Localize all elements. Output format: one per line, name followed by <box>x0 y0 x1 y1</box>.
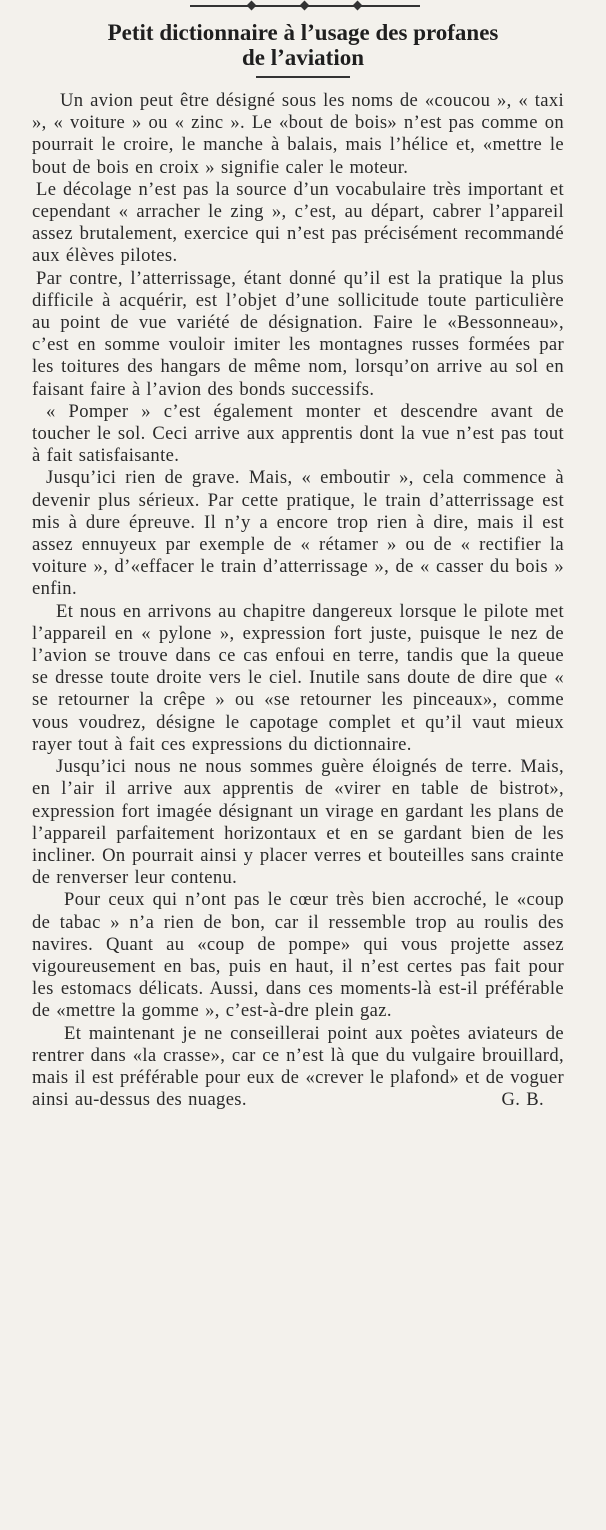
paragraph-pomper: « Pomper » c’est également monter et descendre avant de toucher le sol. Ceci arrive aux apprentis dont la vue n’est pas tout à fait satisfaisante. <box>32 400 564 467</box>
top-ornament-rule <box>190 2 420 10</box>
ornament-diamond-center <box>300 1 310 11</box>
article-title <box>0 20 606 70</box>
title-underline-rule <box>256 76 350 78</box>
ornament-diamond-right <box>353 1 363 11</box>
title-line-1: Petit dictionnaire à l’usage des profanes <box>107 20 499 45</box>
paragraph-decollage: Le décolage n’est pas la source d’un vocabulaire très important et cependant « arracher le zing », c’est, au départ, cabrer l’appareil assez brutalement, exercice qui n’est pas précisément recommandé aux élèves pilotes. <box>32 178 564 267</box>
paragraph-crasse <box>32 1023 564 1112</box>
paragraph-pylone: Et nous en arrivons au chapitre dangereux lorsque le pilote met l’appareil en « pylone », expression fort juste, puisque le nez de l’avion se trouve dans ce cas enfoui en terre, tandis que la queue se dresse toute droite vers le ciel. Inutile sans doute de dire que « se retourner la crêpe » ou «se retourner les pinceaux», comme vous voudrez, désigne le capotage complet et qu’il vaut mieux rayer tout à fait ces expressions du dictionnaire. <box>32 600 564 755</box>
ornament-diamond-left <box>247 1 257 11</box>
paragraph-atterrissage: Par contre, l’atterrissage, étant donné qu’il est la pratique la plus difficile à acquérir, est l’objet d’une sollicitude toute particulière au point de vue variété de désignation. Faire le «Bessonneau», c’est en somme vouloir imiter les montagnes russes formées par les toitures des hangars de même nom, lorsqu’on arrive au sol en faisant faire à l’avion des bonds successifs. <box>32 267 564 400</box>
paragraph-coup-de-tabac: Pour ceux qui n’ont pas le cœur très bien accroché, le «coup de tabac » n’a rien de bon, car il ressemble trop au roulis des navires. Quant au «coup de pompe» qui vous projette assez vigoureusement en bas, puis en haut, il n’est certes pas fait pour les estomacs délicats. Aussi, dans ces moments-là est-il préférable de «mettre la gomme », c’est-à-dre plein gaz. <box>32 889 564 1022</box>
article-body <box>32 90 564 1111</box>
paragraph-crasse-text: Et maintenant je ne conseillerai point aux poètes aviateurs de rentrer dans «la crasse», car ce n’est là que du vulgaire brouillard, mais il est préférable pour eux de «crever le plafond» et de voguer ainsi au-dessus des nuages. <box>32 1022 564 1111</box>
author-signature: G. B. <box>501 1089 544 1111</box>
paragraph-emboutir: Jusqu’ici rien de grave. Mais, « emboutir », cela commence à devenir plus sérieux. Par cette pratique, le train d’atterrissage est mis à dure épreuve. Il n’y a encore trop rien à dire, mais il est assez ennuyeux par exemple de « rétamer » ou de « rectifier la voiture », d’«effacer le train d’atterrissage », de « casser du bois » enfin. <box>32 467 564 600</box>
title-line-2: de l’aviation <box>241 45 365 70</box>
paragraph-avion-noms: Un avion peut être désigné sous les noms de «coucou », « taxi », « voiture » ou « zinc ». Le «bout de bois» n’est pas comme on pourrait le croire, le manche à balais, mais l’hélice et, «mettre le bout de bois en croix » signifie caler le moteur. <box>32 90 564 178</box>
paragraph-virer: Jusqu’ici nous ne nous sommes guère éloignés de terre. Mais, en l’air il arrive aux apprentis de «virer en table de bistrot», expression fort imagée désignant un virage en gardant les plans de l’appareil parfaitement horizontaux et en se gardant bien de les incliner. On pourrait ainsi y placer verres et bouteilles sans crainte de renverser leur contenu. <box>32 756 564 889</box>
